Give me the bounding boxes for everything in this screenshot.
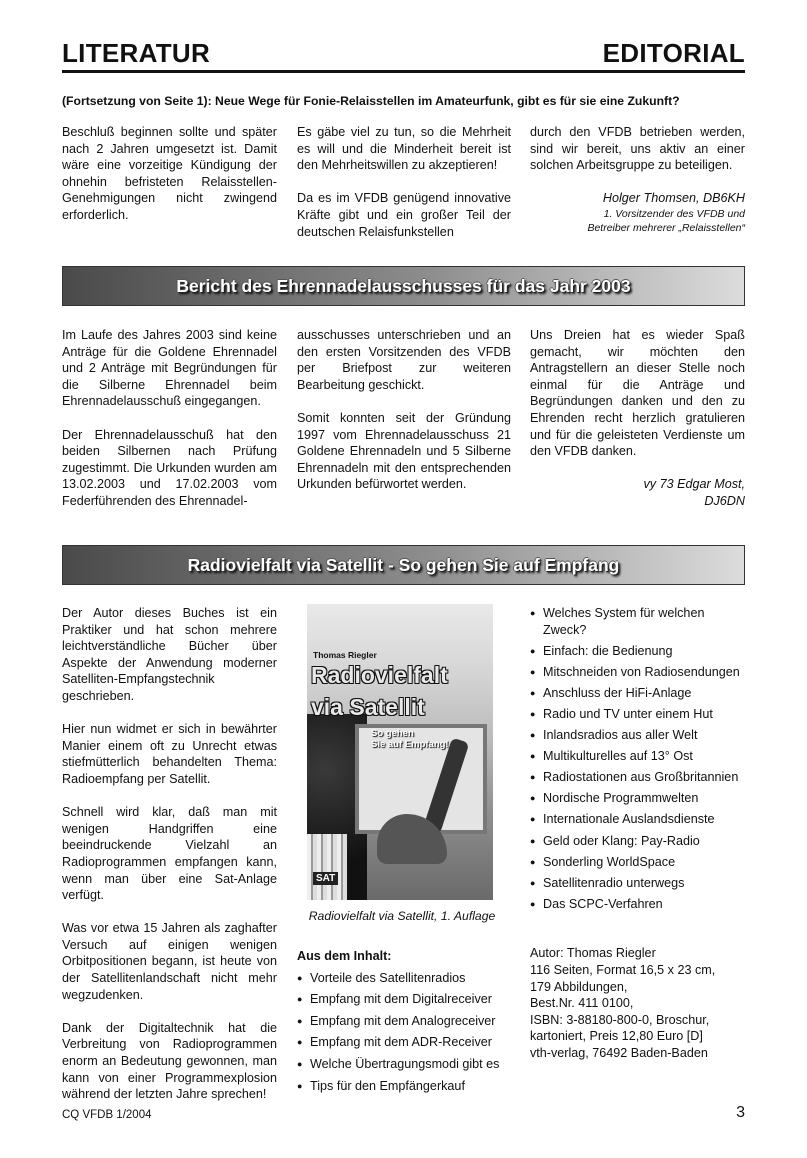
list-item [530, 748, 745, 765]
bullet-icon: ● [530, 772, 536, 783]
paragraph: Schnell wird klar, daß man mit wenigen Handgriffen eine beeindruckende Vielzahl an Radioprogrammen empfangen kann, wenn man über eine Sat-Anlage verfügt. [62, 805, 277, 903]
bullet-icon: ● [530, 708, 536, 719]
bullet-icon: ● [297, 1080, 303, 1091]
list-item [530, 769, 745, 786]
section1-column-2 [297, 124, 511, 240]
section-banner [62, 266, 745, 306]
signature-callsign: DJ6DN [704, 493, 745, 508]
signature-role: Betreiber mehrerer „Relaisstellen“ [587, 221, 745, 234]
list-item [530, 811, 745, 828]
list-item [297, 1034, 511, 1051]
list-item [297, 1013, 511, 1030]
list-item-text: Tips für den Empfängerkauf [310, 1078, 465, 1093]
detail-line: 179 Abbildungen, [530, 979, 628, 994]
bullet-icon: ● [530, 856, 536, 867]
detail-line: Autor: Thomas Riegler [530, 946, 656, 961]
list-item-text: Einfach: die Bedienung [543, 643, 673, 658]
section-banner [62, 545, 745, 585]
paragraph: durch den VFDB betrieben werden, sind wir bereit, uns aktiv an einer solchen Arbeitsgruppe zu beteiligen. [530, 125, 745, 173]
list-item [297, 970, 511, 987]
cover-author: Thomas Riegler [313, 650, 377, 660]
bullet-icon: ● [530, 687, 536, 698]
bullet-icon: ● [297, 972, 303, 983]
bullet-icon: ● [297, 994, 303, 1005]
bullet-icon: ● [530, 814, 536, 825]
signature-name: vy 73 Edgar Most, [643, 477, 745, 492]
list-item [530, 706, 745, 723]
detail-line: 116 Seiten, Format 16,5 x 23 cm, [530, 963, 716, 977]
list-item [297, 991, 511, 1008]
continuation-heading: (Fortsetzung von Seite 1): Neue Wege für Fonie-Relaisstellen im Amateurfunk, gibt es für sie eine Zukunft? [62, 94, 680, 108]
list-item [530, 605, 745, 638]
section-label-left: LITERATUR [62, 38, 211, 68]
paragraph: Der Autor dieses Buches ist ein Praktiker und hat schon mehrere leichtverständliche Bücher über Aspekte der Anwendung moderner Satelliten-Empfangstechnik geschrieben. [62, 606, 277, 703]
list-item [530, 854, 745, 871]
list-item [530, 664, 745, 681]
bullet-icon: ● [297, 1037, 303, 1048]
book-details [530, 945, 745, 1061]
bullet-icon: ● [530, 835, 536, 846]
list-item-text: Geld oder Klang: Pay-Radio [543, 833, 700, 848]
section3-column-3 [530, 605, 745, 1062]
detail-line: ISBN: 3-88180-800-0, Broschur, [530, 1012, 710, 1027]
list-item-text: Multikulturelles auf 13° Ost [543, 749, 693, 764]
bullet-icon: ● [530, 666, 536, 677]
bullet-icon: ● [530, 877, 536, 888]
list-item-text: Welches System für welchen Zweck? [543, 606, 705, 637]
signature-block [530, 190, 745, 235]
list-item-text: Internationale Auslandsdienste [543, 812, 715, 827]
list-item [530, 833, 745, 850]
contents-list-block [297, 948, 511, 1099]
list-item [297, 1056, 511, 1073]
paragraph: Es gäbe viel zu tun, so die Mehrheit es will und die Minderheit bereit ist den Mehrheitswillen zu akzeptieren! [297, 125, 511, 173]
paragraph: ausschusses unterschrieben und an den ersten Vorsitzenden des VFDB per Briefpost zur weiteren Bearbeitung geschickt. [297, 328, 511, 392]
topics-list [530, 605, 745, 912]
book-cover-image [307, 604, 493, 900]
cover-title: Radiovielfalt [311, 662, 448, 688]
bullet-icon: ● [530, 793, 536, 804]
list-item-text: Nordische Programmwelten [543, 791, 699, 806]
paragraph: Im Laufe des Jahres 2003 sind keine Anträge für die Goldene Ehrennadel und 2 Anträge mit Begründungen für die Silberne Ehrennadel beim Ehrennadelausschuß eingegangen. [62, 328, 277, 409]
section3-column-1 [62, 605, 277, 1103]
paragraph: Uns Dreien hat es wieder Spaß gemacht, wir möchten den Antragstellern an dieser Stelle noch einmal für die Anträge und Begründungen danken und den zu Ehrenden recht herzlich gratulieren und für die geleisteten Verdienste um den VFDB danken. [530, 328, 745, 459]
paragraph: Somit konnten seit der Gründung 1997 vom Ehrennadelausschuss 21 Goldene Ehrennadeln und 5 Silberne Ehrennadeln mit den entsprechenden Urkunden befürwortet werden. [297, 410, 511, 492]
bullet-icon: ● [530, 730, 536, 741]
list-item-text: Radio und TV unter einem Hut [543, 706, 713, 721]
section-title: Radiovielfalt via Satellit - So gehen Sie auf Empfang [187, 554, 620, 575]
section2-column-2 [297, 327, 511, 493]
section-title: Bericht des Ehrennadelausschusses für das Jahr 2003 [176, 275, 631, 296]
signature-name: Holger Thomsen, DB6KH [602, 191, 745, 206]
section2-column-1 [62, 327, 277, 510]
detail-line: kartoniert, Preis 12,80 Euro [D] [530, 1029, 703, 1044]
detail-line: vth-verlag, 76492 Baden-Baden [530, 1045, 708, 1060]
bullet-icon: ● [297, 1058, 303, 1069]
paragraph: Beschluß beginnen sollte und später nach 2 Jahren umgesetzt ist. Damit wäre eine vorzeitige Kündigung der ohnehin befristeten Relaisstellen-Genehmigungen nicht zwingend erforderlich. [62, 125, 277, 222]
cover-title: via Satellit [311, 694, 425, 720]
bullet-icon: ● [530, 645, 536, 656]
paragraph: Dank der Digitaltechnik hat die Verbreitung von Radioprogrammen enorm an Bedeutung gewonnen, man kann von einer Programmexplosion während der letzten Jahre sprechen! [62, 1020, 277, 1102]
list-item [530, 727, 745, 744]
cover-subtitle: So gehen Sie auf Empfang! [371, 728, 449, 750]
list-item-text: Vorteile des Satellitenradios [310, 970, 466, 985]
list-item-text: Empfang mit dem ADR-Receiver [310, 1035, 492, 1050]
signature-block [530, 476, 745, 509]
bullet-icon: ● [530, 608, 536, 618]
list-item [530, 875, 745, 892]
footer-publication: CQ VFDB 1/2004 [62, 1109, 152, 1121]
page-number: 3 [736, 1104, 745, 1121]
list-item-text: Satellitenradio unterwegs [543, 875, 685, 890]
list-item-text: Welche Übertragungsmodi gibt es [310, 1056, 500, 1071]
cover-bookshelf [307, 834, 347, 900]
list-item [530, 790, 745, 807]
publisher-logo: SAT [313, 872, 338, 885]
list-item-text: Empfang mit dem Analogreceiver [310, 1013, 496, 1028]
page-header [62, 38, 745, 74]
bullet-icon: ● [530, 751, 536, 762]
list-item-text: Das SCPC-Verfahren [543, 896, 663, 911]
list-item-text: Mitschneiden von Radiosendungen [543, 664, 740, 679]
list-item-text: Sonderling WorldSpace [543, 854, 676, 869]
contents-heading: Aus dem Inhalt: [297, 949, 392, 963]
list-item [297, 1078, 511, 1095]
section1-column-3 [530, 124, 745, 235]
bullet-icon: ● [530, 898, 536, 909]
list-item-text: Radiostationen aus Großbritannien [543, 770, 739, 785]
detail-line: Best.Nr. 411 0100, [530, 996, 634, 1011]
section1-column-1 [62, 124, 277, 224]
list-item [530, 685, 745, 702]
list-item-text: Inlandsradios aus aller Welt [543, 728, 698, 743]
list-item-text: Anschluss der HiFi-Anlage [543, 685, 692, 700]
list-item-text: Empfang mit dem Digitalreceiver [310, 992, 492, 1007]
header-rule [62, 70, 745, 73]
paragraph: Was vor etwa 15 Jahren als zaghafter Versuch auf einigen wenigen Orbitpositionen begann, ist heute von der Satellitenlandschaft nicht mehr wegzudenken. [62, 921, 277, 1002]
contents-list [297, 970, 511, 1095]
paragraph: Hier nun widmet er sich in bewährter Manier einem oft zu Unrecht etwas stiefmütterlich behandelten Thema: Radioempfang per Satellit. [62, 722, 277, 786]
paragraph: Der Ehrennadelausschuß hat den beiden Silbernen nach Prüfung zugestimmt. Die Urkunden wurden am 13.02.2003 und 17.02.2003 vom Federführenden des Ehrennadel- [62, 427, 277, 508]
section2-column-3 [530, 327, 745, 510]
section-label-right: EDITORIAL [602, 38, 745, 68]
bullet-icon: ● [297, 1015, 303, 1026]
image-caption: Radiovielfalt via Satellit, 1. Auflage [308, 909, 496, 923]
signature-role: 1. Vorsitzender des VFDB und [603, 207, 745, 220]
list-item [530, 643, 745, 660]
paragraph: Da es im VFDB genügend innovative Kräfte gibt und ein großer Teil der deutschen Relaisfunkstellen [297, 191, 511, 239]
list-item [530, 896, 745, 913]
